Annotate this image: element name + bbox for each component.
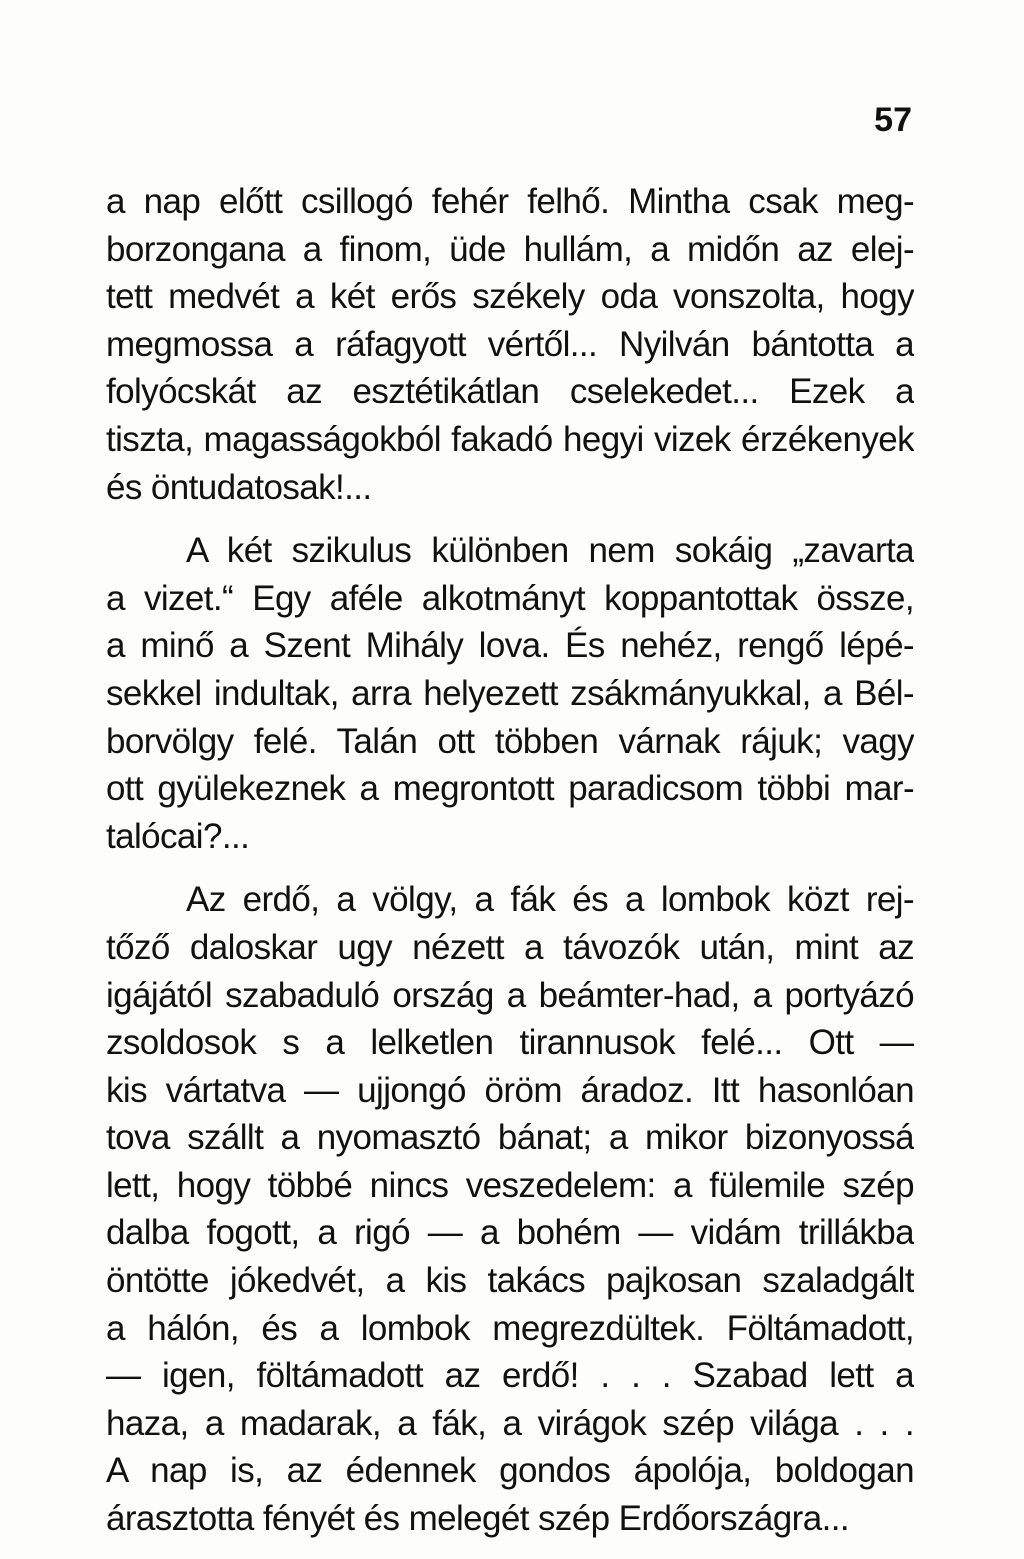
text-line: talócai?... [106,816,250,856]
text-line: árasztotta fényét és melegét szép Erdőországra... [106,1499,849,1539]
text-line: és öntudatosak!... [106,467,372,507]
text-line: ott gyülekeznek a megrontott paradicsom többi mar- [106,769,914,809]
text-line: folyócskát az esztétikátlan cselekedet... Ezek a [106,372,914,412]
paragraph-gap [106,860,914,876]
text-line: a minő a Szent Mihály lova. És nehéz, rengő lépé- [106,626,914,666]
text-line: lett, hogy többé nincs veszedelem: a fülemile szép [106,1165,914,1205]
text-line: tőző daloskar ugy nézett a távozók után, mint az [106,927,914,967]
page-number: 57 [874,101,912,139]
text-line: A két szikulus különben nem sokáig „zavarta [186,531,914,571]
text-line: sekkel indultak, arra helyezett zsákmányukkal, a Bél- [106,673,914,713]
text-line: — igen, föltámadott az erdő! . . . Szabad lett a [106,1356,914,1396]
paragraph-gap [106,511,914,527]
text-line: borvölgy felé. Talán ott többen várnak rájuk; vagy [106,721,914,761]
text-line: öntötte jókedvét, a kis takács pajkosan szaladgált [106,1261,914,1301]
text-line: tett medvét a két erős székely oda vonszolta, hogy [106,277,914,317]
text-line: haza, a madarak, a fák, a virágok szép világa . . . [106,1403,914,1443]
text-line: megmossa a ráfagyott vértől... Nyilván bántotta a [106,324,914,364]
paragraph-3 [106,876,914,1542]
text-line: Az erdő, a völgy, a fák és a lombok közt rej- [186,880,914,920]
text-line: a nap előtt csillogó fehér felhő. Mintha csak meg- [106,182,914,221]
text-line: kis vártatva — ujjongó öröm áradoz. Itt hasonlóan [106,1070,914,1110]
text-line: tova szállt a nyomasztó bánat; a mikor bizonyossá [106,1118,914,1158]
paragraph-2 [106,527,914,860]
paragraph-1 [106,178,914,511]
text-line: igájától szabaduló ország a beámter-had, a portyázó [106,975,914,1015]
text-line: zsoldosok s a lelketlen tirannusok felé... Ott — [106,1023,914,1063]
text-line: a vizet.“ Egy aféle alkotmányt koppantottak össze, [106,578,914,618]
text-line: borzongana a finom, üde hullám, a midőn az elej- [106,229,914,269]
text-line: dalba fogott, a rigó — a bohém — vidám trillákba [106,1213,914,1253]
body-text [106,178,914,1543]
text-line: A nap is, az édennek gondos ápolója, boldogan [106,1451,914,1491]
text-line: a hálón, és a lombok megrezdültek. Föltámadott, [106,1308,914,1348]
text-line: tiszta, magasságokból fakadó hegyi vizek érzékenyek [106,419,914,459]
